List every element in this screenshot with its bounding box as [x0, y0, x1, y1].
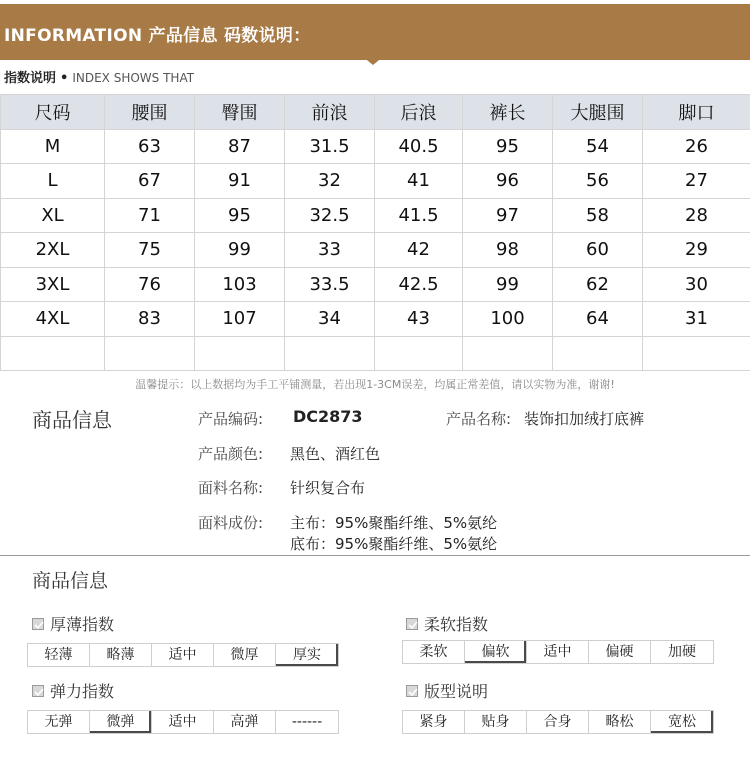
table-cell: 76	[105, 267, 195, 302]
table-cell: 99	[463, 267, 553, 302]
softness-option-selected: 偏软	[465, 641, 527, 663]
fit-option: 合身	[527, 711, 589, 733]
elasticity-option: 无弹	[28, 711, 90, 733]
index-label-en: INDEX SHOWS THAT	[72, 71, 195, 85]
table-cell: 34	[285, 302, 375, 337]
banner-notch	[362, 56, 384, 65]
header-cell: 腰围	[105, 95, 195, 130]
table-cell: 87	[195, 129, 285, 164]
table-cell: 31	[643, 302, 750, 337]
fit-option-selected: 宽松	[651, 711, 713, 733]
index-bullet: •	[60, 71, 69, 86]
table-row	[1, 336, 750, 371]
fabric-value: 针织复合布	[290, 479, 366, 497]
table-cell: 60	[553, 233, 643, 268]
table-cell: 95	[463, 129, 553, 164]
table-cell: 95	[195, 198, 285, 233]
fit-heading	[406, 679, 488, 702]
checkbox-icon	[32, 685, 44, 697]
table-cell: 42.5	[375, 267, 463, 302]
name-label: 产品名称:	[446, 410, 512, 428]
table-row	[1, 233, 750, 268]
table-cell: 2XL	[1, 233, 105, 268]
table-cell: 56	[553, 164, 643, 199]
softness-option: 适中	[527, 641, 589, 663]
size-table-header	[1, 95, 750, 130]
elasticity-option: ------	[291, 714, 323, 730]
table-row	[1, 302, 750, 337]
elasticity-title: 弹力指数	[50, 682, 115, 701]
product-info-title: 商品信息	[32, 408, 112, 432]
table-cell: 32.5	[285, 198, 375, 233]
table-cell: 103	[195, 267, 285, 302]
table-cell: 29	[643, 233, 750, 268]
table-cell: 71	[105, 198, 195, 233]
softness-option: 柔软	[403, 641, 465, 663]
header-cell: 脚口	[643, 95, 750, 130]
table-cell: 97	[463, 198, 553, 233]
fit-title: 版型说明	[424, 682, 489, 701]
table-row	[1, 164, 750, 199]
elasticity-heading	[32, 679, 114, 702]
table-cell: 67	[105, 164, 195, 199]
table-cell: 30	[643, 267, 750, 302]
table-cell: 41	[375, 164, 463, 199]
table-cell: 75	[105, 233, 195, 268]
softness-option: 偏硬	[589, 641, 651, 663]
indices-title: 商品信息	[32, 570, 109, 592]
table-cell	[553, 336, 643, 371]
softness-option: 加硬	[668, 644, 696, 660]
header-cell: 臀围	[195, 95, 285, 130]
fit-option: 贴身	[465, 711, 527, 733]
header-banner	[0, 4, 750, 60]
banner-title: INFORMATION 产品信息 码数说明：	[4, 26, 311, 46]
table-cell	[643, 336, 750, 371]
elasticity-option: 适中	[152, 711, 214, 733]
header-cell: 前浪	[285, 95, 375, 130]
table-cell: 26	[643, 129, 750, 164]
table-cell: 99	[195, 233, 285, 268]
softness-heading	[406, 612, 488, 635]
softness-scale	[402, 640, 714, 664]
index-heading	[4, 67, 194, 86]
composition-base: 底布：95%聚酯纤维、5%氨纶	[290, 535, 498, 553]
header-cell: 尺码	[1, 95, 105, 130]
thickness-option-selected: 厚实	[276, 644, 338, 666]
checkbox-icon	[406, 685, 418, 697]
elasticity-scale	[27, 710, 339, 734]
table-cell: 100	[463, 302, 553, 337]
table-cell: 62	[553, 267, 643, 302]
header-cell: 大腿围	[553, 95, 643, 130]
table-cell: L	[1, 164, 105, 199]
table-cell: 28	[643, 198, 750, 233]
color-value: 黑色、酒红色	[290, 445, 381, 463]
table-cell: 33.5	[285, 267, 375, 302]
thickness-heading	[32, 612, 114, 635]
table-cell	[463, 336, 553, 371]
table-row	[1, 198, 750, 233]
table-cell: 41.5	[375, 198, 463, 233]
table-cell: M	[1, 129, 105, 164]
table-cell: 27	[643, 164, 750, 199]
header-cell: 后浪	[375, 95, 463, 130]
table-cell: 31.5	[285, 129, 375, 164]
table-cell	[285, 336, 375, 371]
checkbox-icon	[406, 618, 418, 630]
fit-option: 略松	[589, 711, 651, 733]
thickness-scale	[27, 643, 339, 667]
measurement-tip: 温馨提示：以上数据均为手工平铺测量，若出现1-3CM误差，均属正常差值，请以实物为准，谢谢!	[135, 378, 615, 391]
table-cell: 91	[195, 164, 285, 199]
table-cell: 40.5	[375, 129, 463, 164]
table-row	[1, 129, 750, 164]
composition-label: 面料成份:	[198, 514, 264, 532]
table-cell: 32	[285, 164, 375, 199]
table-cell: 42	[375, 233, 463, 268]
table-cell: 43	[375, 302, 463, 337]
table-cell: 96	[463, 164, 553, 199]
fabric-label: 面料名称:	[198, 479, 264, 497]
elasticity-option: 高弹	[214, 711, 276, 733]
table-cell: 33	[285, 233, 375, 268]
table-row	[1, 267, 750, 302]
thickness-title: 厚薄指数	[50, 615, 115, 634]
fit-option: 紧身	[403, 711, 465, 733]
table-cell: 83	[105, 302, 195, 337]
size-table	[0, 94, 750, 371]
thickness-option: 略薄	[90, 644, 152, 666]
table-cell	[1, 336, 105, 371]
thickness-option: 适中	[152, 644, 214, 666]
fit-scale	[402, 710, 714, 734]
table-cell: 98	[463, 233, 553, 268]
color-label: 产品颜色:	[198, 445, 264, 463]
table-cell: XL	[1, 198, 105, 233]
table-cell	[105, 336, 195, 371]
table-cell: 107	[195, 302, 285, 337]
table-cell: 54	[553, 129, 643, 164]
checkbox-icon	[32, 618, 44, 630]
table-cell: 4XL	[1, 302, 105, 337]
softness-title: 柔软指数	[424, 615, 489, 634]
table-cell	[195, 336, 285, 371]
table-cell	[375, 336, 463, 371]
table-cell: 58	[553, 198, 643, 233]
table-cell: 3XL	[1, 267, 105, 302]
section-divider	[0, 555, 750, 556]
code-value: DC2873	[293, 407, 363, 426]
header-cell: 裤长	[463, 95, 553, 130]
table-cell: 64	[553, 302, 643, 337]
composition-main: 主布：95%聚酯纤维、5%氨纶	[290, 514, 498, 532]
thickness-option: 微厚	[214, 644, 276, 666]
elasticity-option-selected: 微弹	[90, 711, 152, 733]
name-value: 装饰扣加绒打底裤	[524, 410, 645, 428]
table-cell: 63	[105, 129, 195, 164]
thickness-option: 轻薄	[28, 644, 90, 666]
code-label: 产品编码:	[198, 410, 264, 428]
index-label-cn: 指数说明	[4, 71, 57, 86]
